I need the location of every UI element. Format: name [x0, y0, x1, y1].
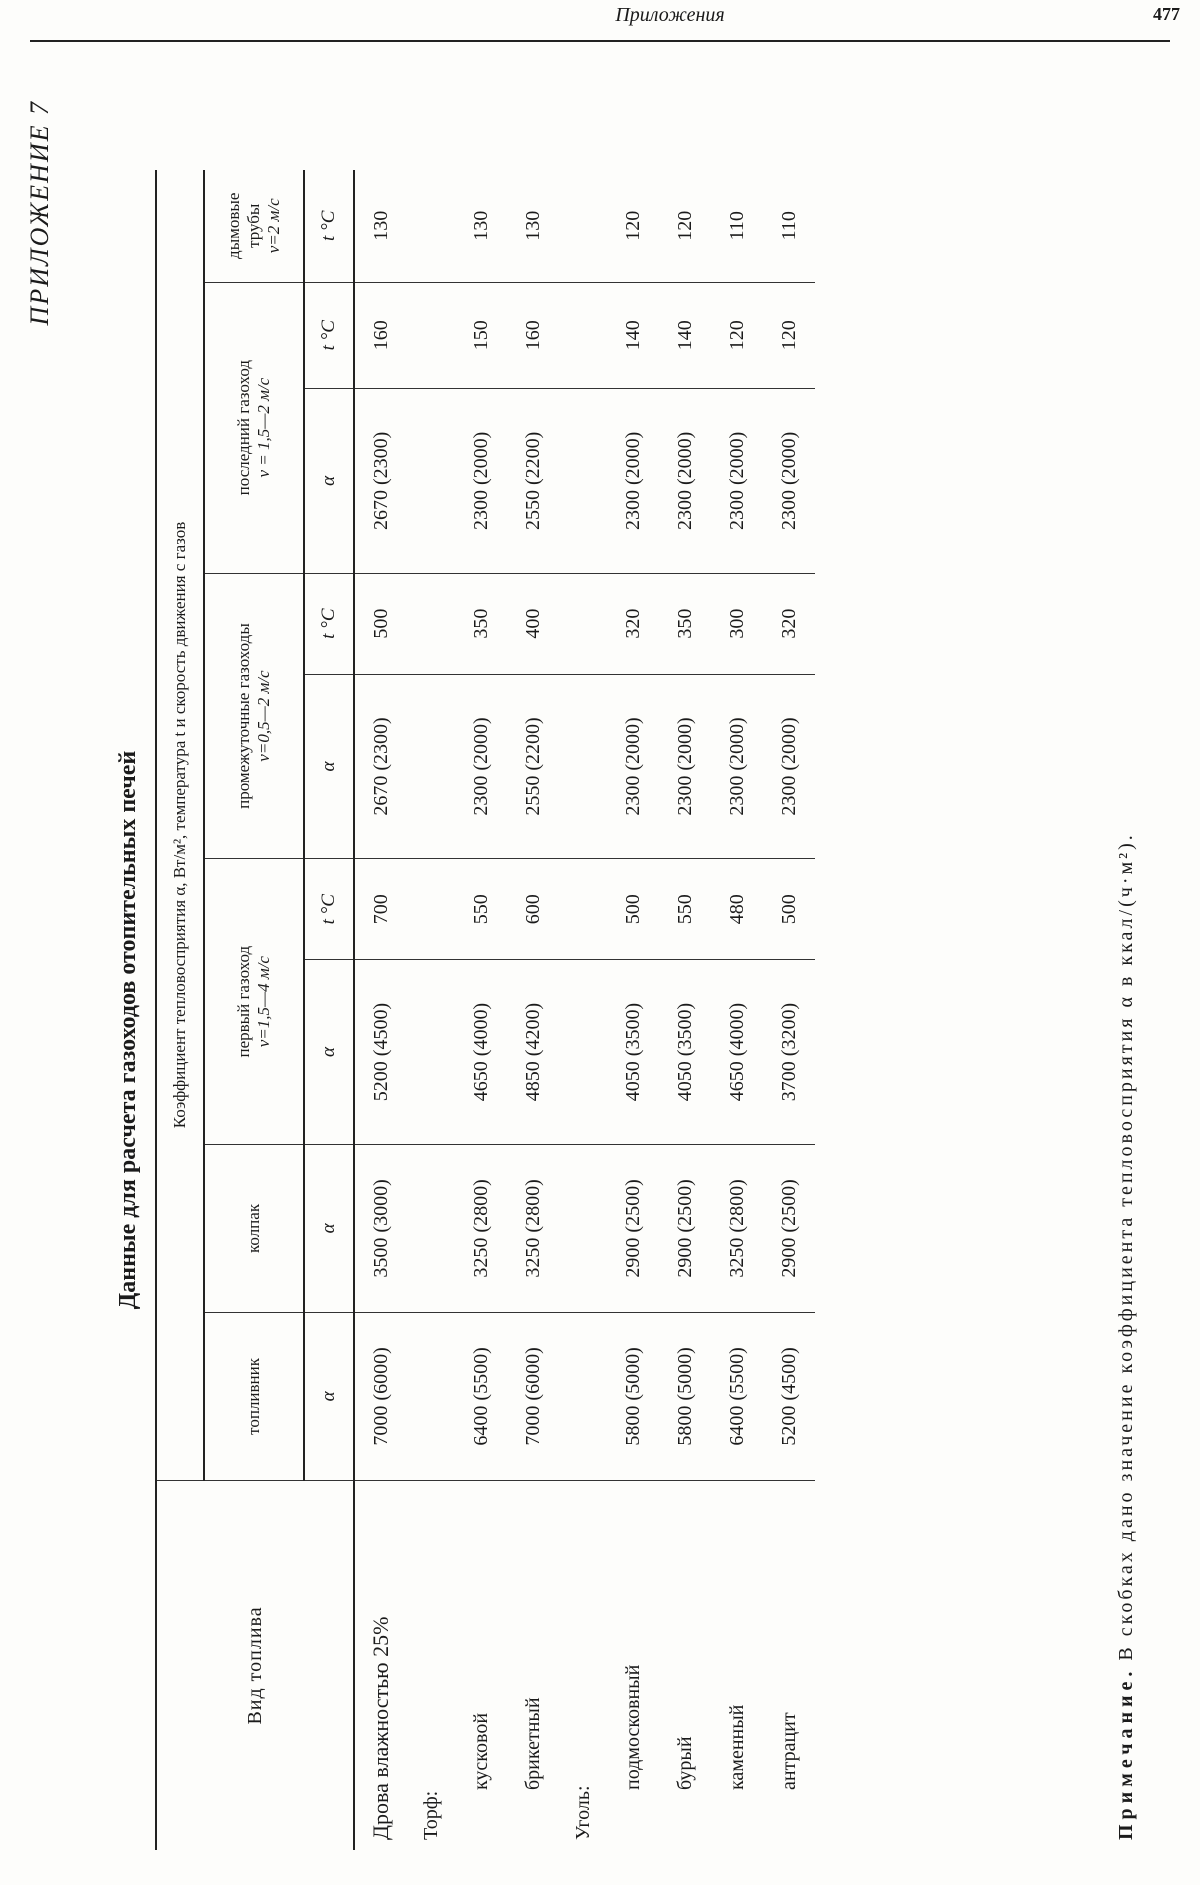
firebox-alpha: 5800 (5000): [607, 1312, 659, 1480]
page-number: 477: [1153, 4, 1180, 24]
hood-alpha: 2900 (2500): [763, 1144, 815, 1312]
group-label: Уголь:: [571, 1785, 594, 1840]
appendix-label: ПРИЛОЖЕНИЕ 7: [25, 100, 54, 326]
fuel-label: брикетный: [521, 1697, 544, 1790]
data-table: [155, 170, 815, 1850]
fuel-label: кусковой: [469, 1712, 492, 1790]
last-flue-temp: 120: [763, 282, 815, 388]
group-label: Торф:: [419, 1790, 442, 1840]
intermediate-flue-temp: 300: [711, 573, 763, 674]
first-flue-alpha: 4850 (4200): [507, 960, 559, 1145]
last-flue-alpha: 2300 (2000): [763, 388, 815, 573]
subheader-first-flue: первый газоход v=1,5—4 м/с: [204, 859, 304, 1145]
first-flue-temp: 500: [763, 859, 815, 960]
intermediate-flue-temp: 350: [455, 573, 507, 674]
hood-alpha: 3250 (2800): [711, 1144, 763, 1312]
chimney-temp: 110: [711, 170, 763, 282]
subheader-chimney: дымовые трубы v=2 м/с: [204, 170, 304, 282]
intermediate-flue-alpha: 2300 (2000): [763, 674, 815, 859]
group-header: Коэффициент тепловосприятия α, Вт/м², температура t и скорость движения с газов: [156, 170, 204, 1480]
unit-t: t °C: [304, 170, 354, 282]
last-flue-alpha: 2300 (2000): [711, 388, 763, 573]
fuel-column-header: Вид топлива: [156, 1480, 354, 1850]
first-flue-temp: 600: [507, 859, 559, 960]
subheader-intermediate-flue: промежуточные газоходы v=0,5—2 м/с: [204, 573, 304, 859]
table-row: [455, 170, 507, 1850]
unit-alpha: α: [304, 1312, 354, 1480]
table-row-group: [559, 170, 607, 1850]
firebox-alpha: 7000 (6000): [354, 1312, 407, 1480]
fuel-label: бурый: [673, 1736, 696, 1790]
firebox-alpha: 6400 (5500): [711, 1312, 763, 1480]
unit-alpha: α: [304, 1144, 354, 1312]
table-row: [659, 170, 711, 1850]
hood-alpha: 2900 (2500): [659, 1144, 711, 1312]
chimney-temp: 130: [354, 170, 407, 282]
note-lead: Примечание.: [1115, 1666, 1137, 1840]
table-row-group: [407, 170, 455, 1850]
chimney-temp: 120: [659, 170, 711, 282]
intermediate-flue-alpha: 2300 (2000): [711, 674, 763, 859]
first-flue-alpha: 4050 (3500): [607, 960, 659, 1145]
unit-alpha: α: [304, 960, 354, 1145]
first-flue-alpha: 3700 (3200): [763, 960, 815, 1145]
chimney-temp: 120: [607, 170, 659, 282]
fuel-label: Дрова влажностью 25%: [368, 1616, 393, 1840]
intermediate-flue-alpha: 2300 (2000): [607, 674, 659, 859]
fuel-label: подмосковный: [621, 1664, 644, 1790]
hood-alpha: 2900 (2500): [607, 1144, 659, 1312]
last-flue-temp: 160: [354, 282, 407, 388]
last-flue-alpha: 2300 (2000): [607, 388, 659, 573]
subheader-firebox: топливник: [204, 1312, 304, 1480]
unit-t: t °C: [304, 573, 354, 674]
last-flue-alpha: 2300 (2000): [659, 388, 711, 573]
intermediate-flue-alpha: 2550 (2200): [507, 674, 559, 859]
header-rule: [30, 40, 1170, 42]
table-note: [1115, 240, 1138, 1840]
firebox-alpha: 7000 (6000): [507, 1312, 559, 1480]
unit-alpha: α: [304, 388, 354, 573]
chimney-temp: 130: [455, 170, 507, 282]
first-flue-alpha: 4650 (4000): [455, 960, 507, 1145]
last-flue-temp: 150: [455, 282, 507, 388]
page-header-title: Приложения: [615, 4, 725, 26]
subheader-hood: колпак: [204, 1144, 304, 1312]
hood-alpha: 3250 (2800): [507, 1144, 559, 1312]
unit-t: t °C: [304, 282, 354, 388]
table-row: [763, 170, 815, 1850]
last-flue-temp: 140: [607, 282, 659, 388]
table-row: [354, 170, 407, 1850]
fuel-label: каменный: [725, 1704, 748, 1790]
first-flue-temp: 550: [659, 859, 711, 960]
first-flue-temp: 500: [607, 859, 659, 960]
intermediate-flue-alpha: 2300 (2000): [659, 674, 711, 859]
first-flue-alpha: 4050 (3500): [659, 960, 711, 1145]
subheader-last-flue: последний газоход v = 1,5—2 м/с: [204, 282, 304, 573]
first-flue-temp: 480: [711, 859, 763, 960]
table-row: [711, 170, 763, 1850]
table-title: Данные для расчета газоходов отопительных печей: [115, 750, 141, 1310]
intermediate-flue-temp: 500: [354, 573, 407, 674]
last-flue-temp: 120: [711, 282, 763, 388]
hood-alpha: 3250 (2800): [455, 1144, 507, 1312]
firebox-alpha: 5800 (5000): [659, 1312, 711, 1480]
intermediate-flue-temp: 320: [763, 573, 815, 674]
chimney-temp: 130: [507, 170, 559, 282]
intermediate-flue-temp: 320: [607, 573, 659, 674]
unit-t: t °C: [304, 859, 354, 960]
first-flue-temp: 700: [354, 859, 407, 960]
last-flue-temp: 140: [659, 282, 711, 388]
intermediate-flue-alpha: 2300 (2000): [455, 674, 507, 859]
first-flue-temp: 550: [455, 859, 507, 960]
fuel-label: антрацит: [777, 1712, 800, 1790]
table-row: [507, 170, 559, 1850]
last-flue-temp: 160: [507, 282, 559, 388]
chimney-temp: 110: [763, 170, 815, 282]
firebox-alpha: 5200 (4500): [763, 1312, 815, 1480]
rotated-page-content: [15, 80, 1175, 1880]
intermediate-flue-temp: 350: [659, 573, 711, 674]
table-row: [607, 170, 659, 1850]
note-text: В скобках дано значение коэффициента тепловосприятия α в ккал/(ч·м²).: [1115, 832, 1137, 1661]
intermediate-flue-temp: 400: [507, 573, 559, 674]
last-flue-alpha: 2300 (2000): [455, 388, 507, 573]
intermediate-flue-alpha: 2670 (2300): [354, 674, 407, 859]
last-flue-alpha: 2670 (2300): [354, 388, 407, 573]
hood-alpha: 3500 (3000): [354, 1144, 407, 1312]
first-flue-alpha: 5200 (4500): [354, 960, 407, 1145]
last-flue-alpha: 2550 (2200): [507, 388, 559, 573]
firebox-alpha: 6400 (5500): [455, 1312, 507, 1480]
first-flue-alpha: 4650 (4000): [711, 960, 763, 1145]
unit-alpha: α: [304, 674, 354, 859]
